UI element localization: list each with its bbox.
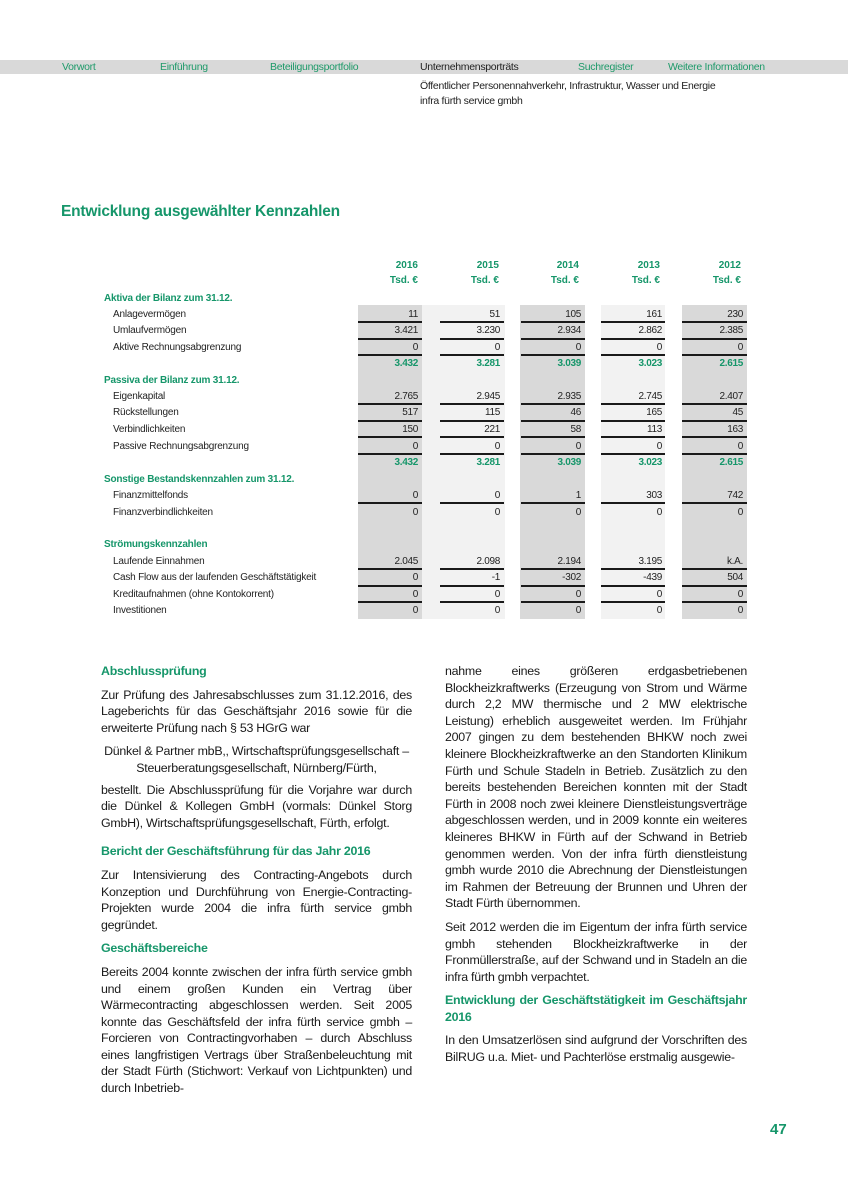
row-label: Passive Rechnungsabgrenzung (113, 441, 249, 452)
section-label-passiva: Passiva der Bilanz zum 31.12. (104, 375, 240, 386)
top-navigation-bar (0, 60, 848, 74)
table-cell: k.A. (726, 556, 743, 567)
table-cell: 0 (412, 589, 418, 600)
table-cell: 221 (484, 424, 500, 435)
total-cell: 2.615 (719, 358, 743, 369)
paragraph: In den Umsatzerlösen sind aufgrund der Vorschriften des BilRUG u.a. Miet- und Pachterlöse erstmalig ausgewie- (445, 1033, 747, 1065)
table-cell: 0 (656, 342, 662, 353)
year-header-2014: 2014 (556, 260, 579, 271)
row-label: Aktive Rechnungsabgrenzung (113, 342, 242, 353)
table-cell: 0 (656, 589, 662, 600)
table-cell: 2.934 (557, 325, 581, 336)
row-label: Eigenkapital (113, 391, 166, 402)
row-label: Kreditaufnahmen (ohne Kontokorrent) (113, 589, 274, 600)
row-label: Umlaufvermögen (113, 325, 187, 336)
section-label-sonstige: Sonstige Bestandskennzahlen zum 31.12. (104, 474, 295, 485)
breadcrumb-company: infra fürth service gmbh (420, 95, 523, 107)
paragraph: nahme eines größeren erdgasbetriebenen Blockheizkraftwerks (Erzeugung von Strom und Wärme durch 2,2 MW thermische und 2 MW elektrische Leistung) erheblich ausgeweitet werden. Im Frühjahr 2007 gingen zu dem bestehenden BHKW noch zwei kleinere Blockheizkraftwerke an den Standorten Klinikum Fürth und Schule Stadeln in Betrieb. Zusätzlich zu den bereits bestehenden Bereichen konnten mit der Stadt Fürth in 2008 noch zwei kleinere Dienstleistungsverträge abgeschlossen werden, und in 2009 konnte ein weiteres kleineres BHKW in Fürth auf der Schwand in Betrieb genommen werden. Von der infra fürth dienstleistung gmbh wurde 2010 die Abrechnung der Dienstleistungen im Rahmen der Betreuung der Brunnen und Uhren der Stadt Fürth übernommen. (445, 664, 747, 911)
table-cell: 115 (484, 407, 500, 418)
total-cell: 3.281 (476, 358, 500, 369)
table-cell: 0 (575, 342, 581, 353)
table-cell: -1 (491, 572, 500, 583)
heading-abschlusspruefung: Abschlussprüfung (101, 664, 207, 678)
table-cell: 742 (727, 490, 743, 501)
table-cell: 0 (737, 605, 743, 616)
section-label-aktiva: Aktiva der Bilanz zum 31.12. (104, 293, 233, 304)
table-cell: 3.421 (394, 325, 418, 336)
total-cell: 3.432 (394, 457, 418, 468)
table-cell: 504 (727, 572, 743, 583)
table-cell: 0 (656, 605, 662, 616)
nav-item-unternehmensportraets[interactable]: Unternehmensporträts (420, 61, 519, 73)
page-number: 47 (770, 1121, 787, 1138)
table-cell: 0 (737, 589, 743, 600)
row-label: Anlagevermögen (113, 309, 186, 320)
total-cell: 3.432 (394, 358, 418, 369)
table-cell: 105 (565, 309, 581, 320)
table-cell: 0 (575, 507, 581, 518)
table-cell: 0 (494, 605, 500, 616)
heading-geschaeftsbereiche: Geschäftsbereiche (101, 941, 208, 956)
table-cell: 2.098 (476, 556, 500, 567)
table-cell: 1 (575, 490, 581, 501)
paragraph: Zur Prüfung des Jahresabschlusses zum 31.12.2016, des Lageberichts für das Geschäftsjahr 2016 sowie für die erweiterte Prüfung nach § 53 HGrG war (101, 687, 412, 735)
row-label: Finanzverbindlichkeiten (113, 507, 213, 518)
paragraph-auditor: Dünkel & Partner mbB,, Wirtschaftsprüfungsgesellschaft – Steuerberatungsgesellschaft, Nürnberg/Fürth, (104, 744, 409, 775)
table-cell: 0 (494, 490, 500, 501)
year-header-2016: 2016 (395, 260, 418, 271)
nav-item-beteiligungsportfolio[interactable]: Beteiligungsportfolio (270, 61, 359, 73)
table-cell: 150 (402, 424, 418, 435)
heading-bericht: Bericht der Geschäftsführung für das Jahr 2016 (101, 844, 371, 859)
table-cell: 165 (646, 407, 662, 418)
year-header-2012: 2012 (718, 260, 741, 271)
table-cell: 161 (646, 309, 662, 320)
table-cell: 0 (575, 441, 581, 452)
year-header-2015: 2015 (476, 260, 499, 271)
table-cell: 0 (575, 605, 581, 616)
table-cell: 2.385 (719, 325, 743, 336)
paragraph: bestellt. Die Abschlussprüfung für die Vorjahre war durch die Dünkel & Kollegen GmbH (vormals: Dünkel Storg GmbH), Wirtschaftsprüfungsgesellschaft, Fürth, erfolgt. (101, 782, 412, 830)
table-cell: 2.935 (557, 391, 581, 402)
nav-item-suchregister[interactable]: Suchregister (578, 61, 634, 73)
unit-header: Tsd. € (389, 275, 418, 286)
total-cell: 3.039 (557, 358, 581, 369)
table-cell: 0 (656, 507, 662, 518)
unit-header: Tsd. € (550, 275, 579, 286)
year-header-2013: 2013 (637, 260, 660, 271)
breadcrumb-category: Öffentlicher Personennahverkehr, Infrastruktur, Wasser und Energie (420, 80, 716, 92)
table-cell: 3.195 (638, 556, 662, 567)
row-label: Cash Flow aus der laufenden Geschäftstätigkeit (113, 572, 317, 583)
paragraph: Zur Intensivierung des Contracting-Angebots durch Konzeption und Durchführung von Energie-Contracting-Projekten wurde 2004 die infra fürth service gmbh gegründet. (101, 867, 412, 932)
table-cell: 517 (402, 407, 418, 418)
table-cell: 163 (727, 424, 743, 435)
nav-item-einfuehrung[interactable]: Einführung (160, 61, 208, 73)
table-cell: 0 (737, 507, 743, 518)
total-cell: 3.023 (638, 358, 662, 369)
table-cell: 3.230 (476, 325, 500, 336)
table-cell: 0 (494, 441, 500, 452)
unit-header: Tsd. € (712, 275, 741, 286)
total-cell: 3.281 (476, 457, 500, 468)
table-cell: 0 (737, 441, 743, 452)
table-cell: 58 (570, 424, 581, 435)
table-cell: 0 (575, 589, 581, 600)
table-cell: 113 (646, 424, 662, 435)
nav-item-weitere-informationen[interactable]: Weitere Informationen (668, 61, 765, 73)
nav-item-vorwort[interactable]: Vorwort (62, 61, 96, 73)
total-cell: 2.615 (719, 457, 743, 468)
unit-header: Tsd. € (470, 275, 499, 286)
table-cell: 2.045 (394, 556, 418, 567)
table-cell: 0 (412, 507, 418, 518)
table-cell: 0 (494, 342, 500, 353)
row-label: Rückstellungen (113, 407, 179, 418)
table-cell: 0 (656, 441, 662, 452)
paragraph: Seit 2012 werden die im Eigentum der infra fürth service gmbh stehenden Blockheizkraftwerke in der Fronmüllerstraße, auf der Schwand und in Stadeln an die infra fürth gmbh verpachtet. (445, 919, 747, 984)
table-cell: 0 (412, 490, 418, 501)
table-cell: -439 (643, 572, 662, 583)
table-cell: 0 (412, 605, 418, 616)
table-cell: 2.945 (476, 391, 500, 402)
table-cell: 0 (494, 507, 500, 518)
left-text-column (101, 663, 412, 1104)
table-cell: 2.862 (638, 325, 662, 336)
row-label: Verbindlichkeiten (113, 424, 186, 435)
table-cell: 2.194 (557, 556, 581, 567)
table-cell: 2.745 (638, 391, 662, 402)
table-cell: 11 (408, 309, 418, 320)
table-cell: 45 (732, 407, 743, 418)
table-cell: 2.407 (719, 391, 743, 402)
table-cell: -302 (562, 572, 581, 583)
total-cell: 3.023 (638, 457, 662, 468)
row-label: Finanzmittelfonds (113, 490, 188, 501)
heading-entwicklung-geschaeftstaetigkeit: Entwicklung der Geschäftstätigkeit im Geschäftsjahr 2016 (445, 993, 747, 1024)
table-cell: 0 (737, 342, 743, 353)
row-label: Investitionen (113, 605, 167, 616)
total-cell: 3.039 (557, 457, 581, 468)
section-label-stroemung: Strömungskennzahlen (104, 539, 208, 550)
right-text-column (445, 663, 747, 1073)
page-title: Entwicklung ausgewählter Kennzahlen (61, 203, 340, 220)
row-label: Laufende Einnahmen (113, 556, 205, 567)
paragraph: Bereits 2004 konnte zwischen der infra fürth service gmbh und einem großen Kunden ein Vertrag über Wärmecontracting abgeschlossen werden. Seit 2005 konnte das Geschäftsfeld der infra fürth service gmbh – Forcieren von Contractingvorhaben – durch Abschluss eines langfristigen Vertrags über Straßenbeleuchtung mit der Stadt Fürth (Stichwort: Verkauf von Lichtpunkten) und durch Inbetrieb- (101, 964, 412, 1096)
table-cell: 2.765 (394, 391, 418, 402)
table-cell: 0 (494, 589, 500, 600)
table-cell: 51 (489, 309, 500, 320)
table-cell: 303 (646, 490, 662, 501)
table-cell: 0 (412, 342, 418, 353)
table-cell: 230 (727, 309, 743, 320)
table-cell: 0 (412, 572, 418, 583)
table-cell: 46 (570, 407, 581, 418)
unit-header: Tsd. € (631, 275, 660, 286)
table-cell: 0 (412, 441, 418, 452)
